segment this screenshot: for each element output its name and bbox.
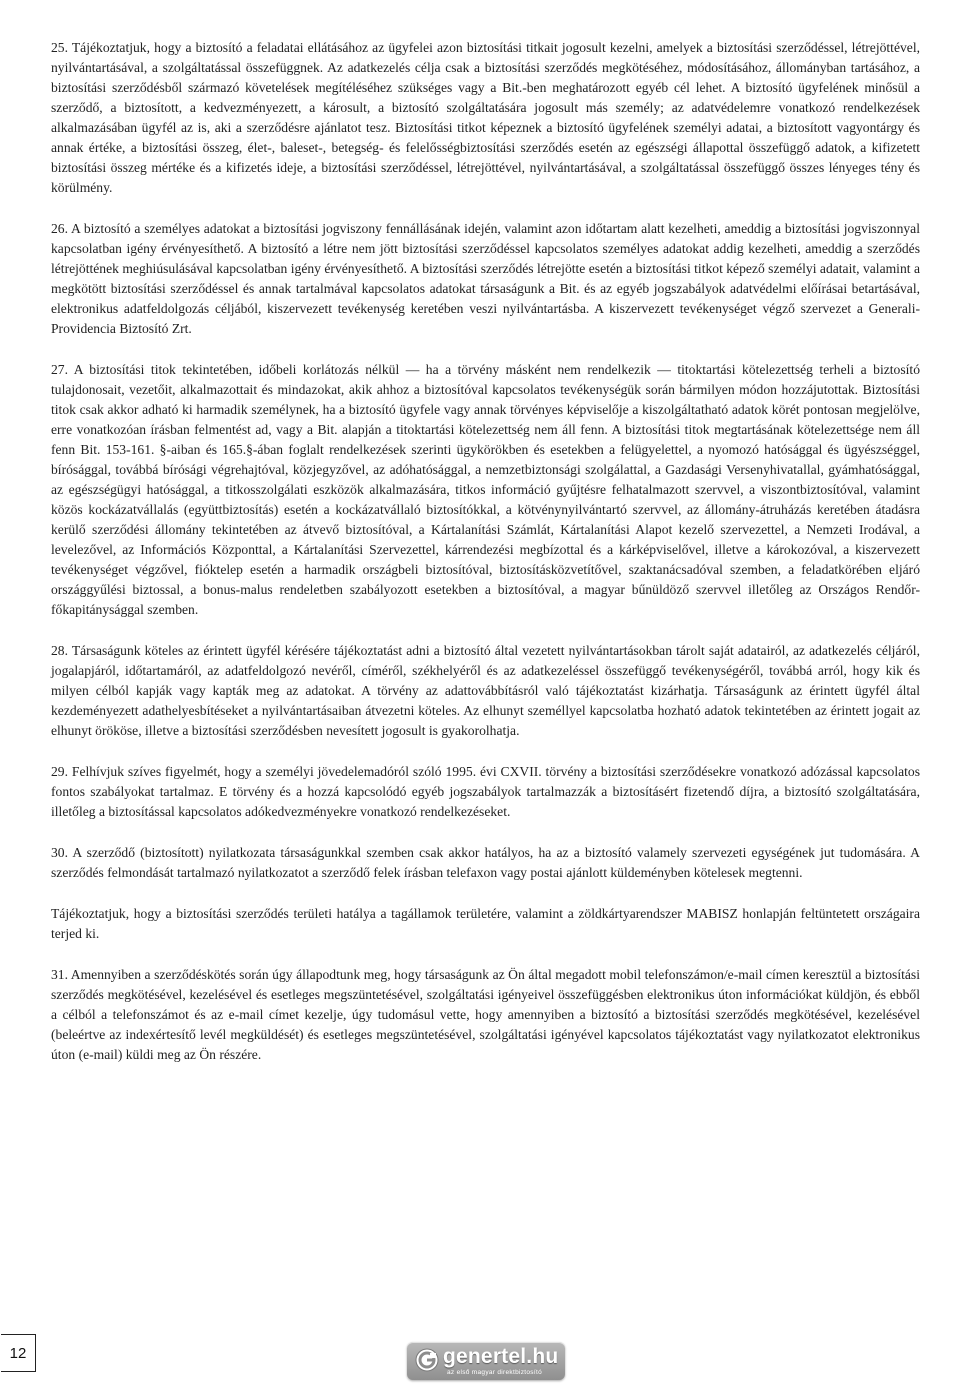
paragraph-25: 25. Tájékoztatjuk, hogy a biztosító a feladatai ellátásához az ügyfelei azon biztosítási titkait jogosult kezelni, amelyek a biztosítási szerződéssel, létrejöttével, nyilvántartásával, a szolgáltatással összefüggnek. Az adatkezelés célja csak a biztosítási szerződés megkötéséhez, módosításához, állományban tartásához, a biztosítási szerződésből származó követelések megítéléséhez szükséges vagy a Bit.-ben meghatározott egyéb cél lehet. A biztosító ügyfelének minősül a szerződő, a biztosított, a kedvezményezett, a károsult, a biztosító szolgáltatására jogosult más személy; az adatvédelemre vonatkozó rendelkezések alkalmazásában ügyfél az is, aki a szerződésre ajánlatot tesz. Biztosítási titkot képeznek a biztosító ügyfelének személyi adatai, a biztosított vagyontárgy és annak értéke, a biztosítási összeg, élet-, baleset-, betegség- és felelősségbiztosítási szerződés esetén az egészségi állapottal összefüggő adatok, a kifizetett biztosítási összeg mértéke és a kifizetés ideje, a biztosítási szerződéssel, létrejöttével, nyilvántartásával, a szolgáltatással összefüggő összes lényeges tény és körülmény. <box>51 40 920 195</box>
g-circle-icon <box>415 1348 439 1372</box>
document-body <box>51 38 920 1065</box>
paragraph-26: 26. A biztosító a személyes adatokat a biztosítási jogviszony fennállásának idején, valamint azon időtartam alatt kezelheti, ameddig a biztosítási jogviszonnyal kapcsolatban igény érvényesíthető. A biztosító a létre nem jött biztosítási szerződéssel kapcsolatos személyes adatokat addig kezelheti, ameddig a szerződés létrejöttének meghiúsulásával kapcsolatban igény érvényesíthető. A biztosítási szerződés létrejötte esetén a biztosítási titkot képező személyi adatait, valamint a megkötött biztosítási szerződéssel és annak tartalmával kapcsolatos adatokat társaságunk a Bit. és az egyéb jogszabályok adatvédelmi előírásai betartásával, elektronikus adatfeldolgozás céljából, kiszervezett tevékenység keretében veszi nyilvántartásba. A kiszervezett tevékenységet végző szervezet a Generali-Providencia Biztosító Zrt. <box>51 221 920 336</box>
page-number <box>1 1334 36 1372</box>
generali-logo <box>407 1342 565 1380</box>
paragraph-27: 27. A biztosítási titok tekintetében, időbeli korlátozás nélkül — ha a törvény másként nem rendelkezik — titoktartási kötelezettség terheli a biztosító tulajdonosait, vezetőit, alkalmazottait és mindazokat, akik ahhoz a biztosítóval kapcsolatos tevékenységük során bármilyen módon hozzájutottak. Biztosítási titok csak akkor adható ki harmadik személynek, ha a biztosító ügyfele vagy annak törvényes képviselője a kiszolgáltatható adatok körét pontosan megjelölve, erre vonatkozóan írásban felmentést ad, vagy a Bit. alapján a titoktartási kötelezettség nem áll fenn. A biztosítási titok megtartásának kötelezettsége nem áll fenn Bit. 153-161. §-aiban és 165.§-ában foglalt rendelkezések szerinti ügykörökben és esetekben a felügyelettel, a nyomozó hatósággal és ügyészséggel, bírósággal, továbbá bírósági végrehajtóval, közjegyzővel, az adóhatósággal, a nemzetbiztonsági szolgálattal, a Gazdasági Versenyhivatallal, gyámhatósággal, az egészségügyi hatósággal, a titkosszolgálati eszközök alkalmazására, titkos információ gyűjtésre felhatalmazott szervvel, a viszontbiztosítóval, valamint közös kockázatvállalás (együttbiztosítás) esetén a kockázatvállaló biztosítókkal, a kötvénynyilvántartó szervvel, az állomány-átruházás keretében átadásra kerülő szerződési állomány tekintetében az átvevő biztosítóval, a Kártalanítási Számlát, Kártalanítási Alapot kezelő szervezettel, a Nemzeti Irodával, a levelezővel, az Információs Központtal, a Kártalanítási Szervezettel, kárrendezési megbízottal és a kárképviselővel, illetve a károkozóval, a kiszervezett tevékenységet végzővel, fióktelep esetén a harmadik országbeli biztosítóval, biztosításközvetítővel, szaktanácsadóval szemben, a feladatkörében eljáró országgyűlési biztossal, a bonus-malus rendeletben szabályozott esetekben a biztosítóval, a magyar bűnüldöző szervvel illetőleg az Országos Rendőr-főkapitánysággal szemben. <box>51 362 920 617</box>
paragraph-31: 31. Amennyiben a szerződéskötés során úgy állapodtunk meg, hogy társaságunk az Ön által megadott mobil telefonszámon/e-mail címen keresztül a biztosítási szerződés megkötésével, kezelésével és esetleges megszüntetésével, szolgáltatási igényeivel összefüggésben elektronikus úton információkat küldjön, és ebből a célból a telefonszámot és az e-mail címet kezelje, úgy tudomásul vette, hogy amennyiben a biztosító a biztosítási szerződés megkötésével, kezelésével (beleértve az indexértesítő levél megküldését) és esetleges megszüntetésével, szolgáltatási igényével kapcsolatos tájékoztatást vagy nyilatkozatot elektronikus úton (e-mail) küldi meg az Ön részére. <box>51 967 920 1062</box>
page-number-text: 12 <box>9 1344 27 1362</box>
paragraph-30: 30. A szerződő (biztosított) nyilatkozata társaságunkkal szemben csak akkor hatályos, ha az a biztosító valamely szervezeti egységének jut tudomására. A szerződés felmondását tartalmazó nyilatkozatot a szerződő felek írásban telefaxon vagy postai ajánlott küldeményben kötelesek megtenni. <box>51 845 920 880</box>
paragraph-29: 29. Felhívjuk szíves figyelmét, hogy a személyi jövedelemadóról szóló 1995. évi CXVII. törvény a biztosítási szerződésekre vonatkozó adózással kapcsolatos fontos szabályokat tartalmaz. E törvény és a hozzá kapcsolódó egyéb jogszabályok tartalmazzák a biztosításért fizetendő díjra, a biztosító szolgáltatására, illetőleg a biztosítással kapcsolatos adókedvezményekre vonatkozó rendelkezéseket. <box>51 764 920 819</box>
logo-tagline: az első magyar direktbiztosító <box>447 1369 542 1376</box>
paragraph-territorial-scope: Tájékoztatjuk, hogy a biztosítási szerződés területi hatálya a tagállamok területére, valamint a zöldkártyarendszer MABISZ honlapján feltüntetett országaira terjed ki. <box>51 906 920 941</box>
paragraph-28: 28. Társaságunk köteles az érintett ügyfél kérésére tájékoztatást adni a biztosító által vezetett nyilvántartásokban tárolt saját adatairól, az adatkezelés céljáról, jogalapjáról, időtartamáról, az adatfeldolgozó nevéről, címéről, székhelyéről és az adatkezeléssel összefüggő tevékenységéről, továbbá arról, hogy kik és milyen célból kapják vagy kapták meg az adatokat. A törvény az adattovábbításról való tájékoztatást kizárhatja. Társaságunk az érintett ügyfél által kezdeményezett adathelyesbítéseket a nyilvántartásaiban átvezetni köteles. Az elhunyt személlyel kapcsolatba hozható adatok tekintetében az érintett jogait az elhunyt örököse, illetve a biztosítási szerződésben nevesített jogosult is gyakorolhatja. <box>51 643 920 738</box>
logo-text: genertel.hu <box>443 1345 559 1368</box>
